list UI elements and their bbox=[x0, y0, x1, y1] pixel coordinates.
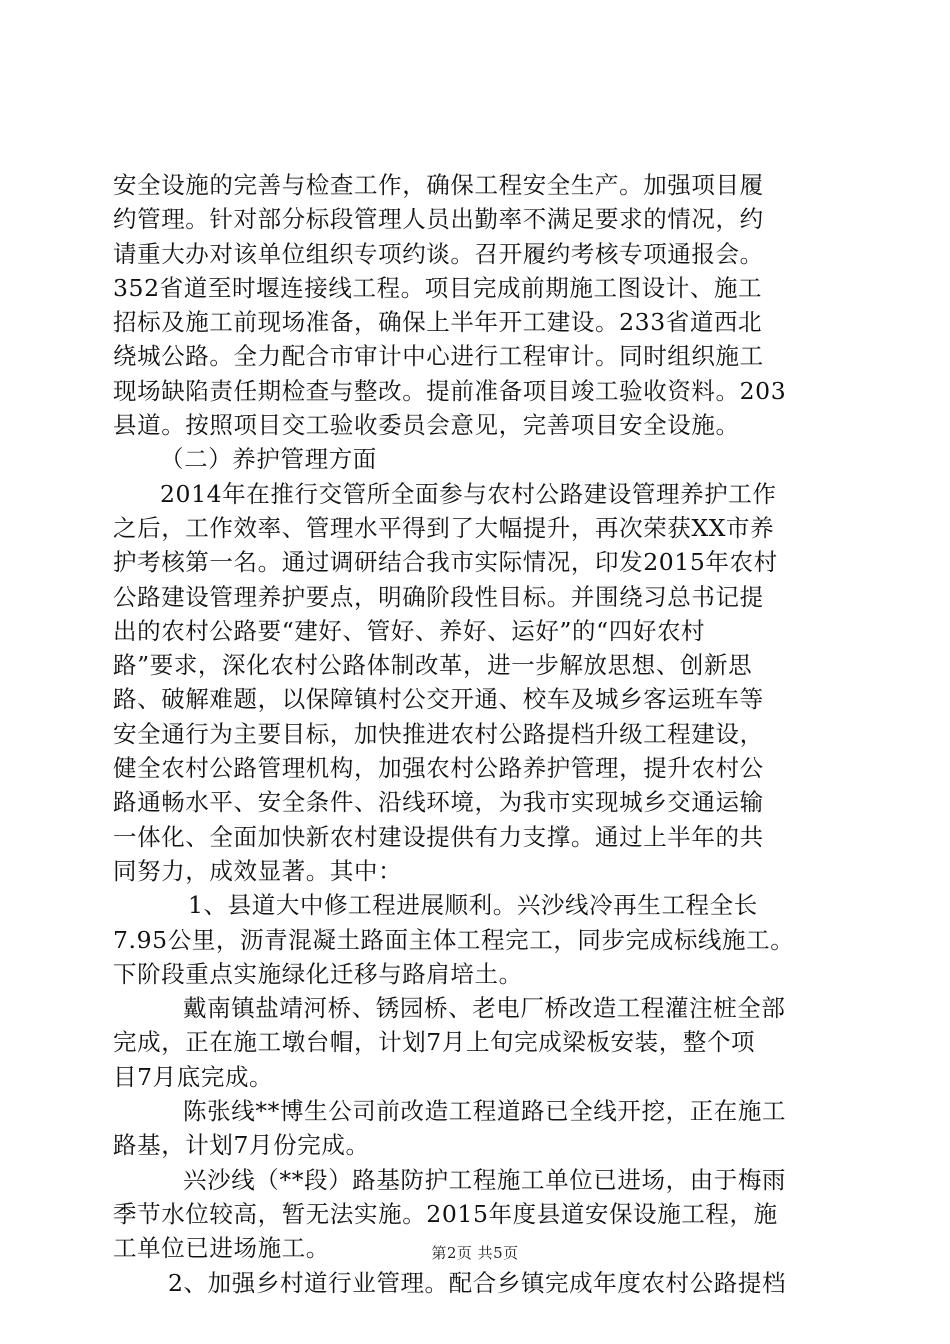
text-line: 出的农村公路要“建好、管好、养好、运好”的“四好农村 bbox=[113, 616, 706, 645]
text-line: 现场缺陷责任期检查与整改。提前准备项目竣工验收资料。203 bbox=[113, 376, 787, 405]
text-line: 招标及施工前现场准备，确保上半年开工建设。233省道西北 bbox=[113, 308, 763, 337]
text-line: 护考核第一名。通过调研结合我市实际情况，印发2015年农村 bbox=[113, 548, 778, 577]
text-line: 健全农村公路管理机构，加强农村公路养护管理，提升农村公 bbox=[113, 754, 764, 783]
text-line: 请重大办对该单位组织专项约谈。召开履约考核专项通报会。 bbox=[113, 239, 764, 268]
text-line: 路基，计划7月份完成。 bbox=[113, 1131, 370, 1160]
text-line: 352省道至时堰连接线工程。项目完成前期施工图设计、施工 bbox=[113, 273, 763, 302]
text-line: 戴南镇盐靖河桥、锈园桥、老电厂桥改造工程灌注桩全部 bbox=[183, 994, 786, 1023]
text-line: 之后，工作效率、管理水平得到了大幅提升，再次荣获XX市养 bbox=[113, 513, 775, 542]
text-line: 工单位已进场施工。 bbox=[113, 1234, 330, 1263]
text-line: 安全设施的完善与检查工作，确保工程安全生产。加强项目履 bbox=[113, 171, 764, 199]
section-heading: （二）养护管理方面 bbox=[160, 445, 377, 474]
text-line: 路、破解难题，以保障镇村公交开通、校车及城乡客运班车等 bbox=[113, 685, 764, 714]
text-line: 7.95公里，沥青混凝土路面主体工程完工，同步完成标线施工。 bbox=[113, 925, 795, 954]
text-line: 路”要求，深化农村公路体制改革，进一步解放思想、创新思 bbox=[113, 651, 753, 680]
text-line: 2、加强乡村道行业管理。配合乡镇完成年度农村公路提档 bbox=[168, 1268, 787, 1297]
text-line: 兴沙线（**段）路基防护工程施工单位已进场，由于梅雨 bbox=[183, 1165, 787, 1194]
page-number: 第2页 共5页 bbox=[431, 1244, 519, 1262]
text-line: 约管理。针对部分标段管理人员出勤率不满足要求的情况，约 bbox=[113, 205, 764, 234]
text-line: 下阶段重点实施绿化迁移与路肩培土。 bbox=[113, 959, 523, 988]
text-line: 季节水位较高，暂无法实施。2015年度县道安保设施工程，施 bbox=[113, 1199, 778, 1228]
text-line: 公路建设管理养护要点，明确阶段性目标。并围绕习总书记提 bbox=[113, 582, 764, 611]
text-line: 2014年在推行交管所全面参与农村公路建设管理养护工作 bbox=[160, 479, 777, 508]
body-text bbox=[113, 168, 843, 1300]
text-line: 安全通行为主要目标，加快推进农村公路提档升级工程建设， bbox=[113, 719, 764, 748]
text-line: 路通畅水平、安全条件、沿线环境，为我市实现城乡交通运输 bbox=[113, 788, 764, 817]
text-line: 陈张线**博生公司前改造工程道路已全线开挖，正在施工 bbox=[183, 1097, 787, 1126]
text-line: 县道。按照项目交工验收委员会意见，完善项目安全设施。 bbox=[113, 411, 740, 440]
text-line: 同努力，成效显著。其中： bbox=[113, 856, 403, 885]
text-line: 1、县道大中修工程进展顺利。兴沙线冷再生工程全长 bbox=[188, 891, 758, 920]
text-line: 目7月底完成。 bbox=[113, 1062, 274, 1091]
text-line: 完成，正在施工墩台帽，计划7月上旬完成梁板安装，整个项 bbox=[113, 1028, 756, 1057]
text-line: 一体化、全面加快新农村建设提供有力支撑。通过上半年的共 bbox=[113, 822, 764, 851]
text-line: 绕城公路。全力配合市审计中心进行工程审计。同时组织施工 bbox=[113, 342, 764, 371]
